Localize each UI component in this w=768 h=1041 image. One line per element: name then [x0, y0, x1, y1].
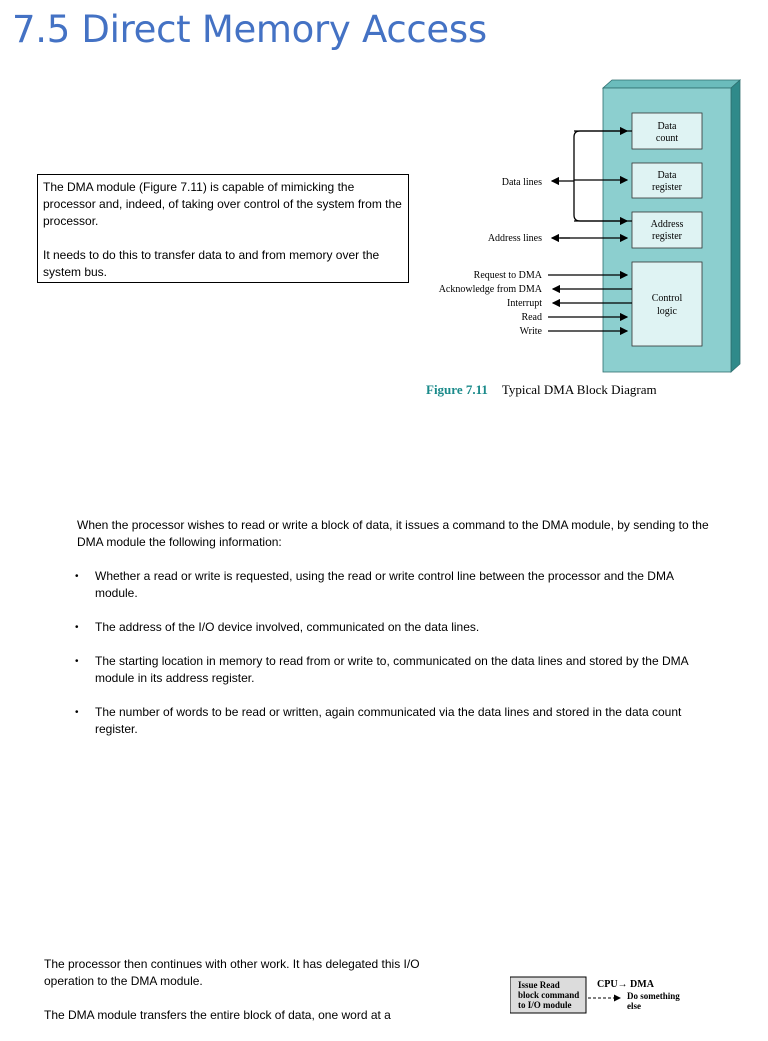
bottom-paragraph-2: The DMA module transfers the entire block of data, one word at a: [44, 1008, 391, 1022]
svg-text:register: register: [652, 182, 682, 193]
svg-text:Data: Data: [657, 170, 677, 181]
svg-text:register: register: [652, 231, 682, 242]
svg-text:Address: Address: [650, 219, 684, 230]
dma-module-top: [603, 80, 740, 88]
bottom-paragraph-1: The processor then continues with other work. It has delegated this I/O operation to the DMA module.: [44, 957, 420, 988]
issue-read-line-1: Issue Read: [518, 980, 560, 990]
bullet-icon: •: [75, 707, 79, 718]
description-textbox: [37, 174, 409, 283]
do-something-label: Do something: [627, 991, 680, 1001]
svg-text:logic: logic: [657, 306, 677, 317]
bottom-text: [44, 956, 424, 1041]
data-register: [632, 163, 702, 198]
intro-paragraph: When the processor wishes to read or write a block of data, it issues a command to the DMA module, by sending to the DMA module the following information:: [77, 518, 709, 549]
bullet-text: The number of words to be read or written, again communicated via the data lines and stored in the data count register.: [95, 705, 682, 736]
figure-caption: [426, 382, 657, 398]
list-item: [77, 704, 717, 738]
textbox-paragraph-2: It needs to do this to transfer data to and from memory over the system bus.: [43, 248, 380, 279]
issue-read-line-2: block command: [518, 990, 580, 1000]
info-bullet-list: [77, 568, 717, 738]
list-item: [77, 619, 717, 636]
issue-read-line-3: to I/O module: [518, 1000, 572, 1010]
read-label: Read: [521, 312, 542, 323]
request-label: Request to DMA: [473, 270, 542, 281]
cpu-dma-mini-diagram: [510, 976, 710, 1016]
dma-module-side: [731, 80, 740, 372]
else-label: else: [627, 1001, 641, 1011]
main-body: [77, 517, 717, 755]
write-label: Write: [519, 326, 542, 337]
bullet-text: The starting location in memory to read from or write to, communicated on the data lines and stored by the DMA module in its address register.: [95, 654, 688, 685]
slide-title: 7.5 Direct Memory Access: [12, 8, 487, 51]
figure-caption-text: Typical DMA Block Diagram: [501, 382, 657, 397]
address-lines-label: Address lines: [487, 233, 542, 244]
acknowledge-label: Acknowledge from DMA: [438, 284, 542, 295]
bullet-text: Whether a read or write is requested, using the read or write control line between the processor and the DMA module.: [95, 569, 674, 600]
list-item: [77, 568, 717, 602]
bullet-icon: •: [75, 571, 79, 582]
interrupt-label: Interrupt: [507, 298, 542, 309]
textbox-paragraph-1: The DMA module (Figure 7.11) is capable of mimicking the processor and, indeed, of taking over control of the system from the processor.: [43, 180, 402, 228]
address-register: [632, 212, 702, 248]
bullet-icon: •: [75, 656, 79, 667]
figure-number: Figure 7.11: [426, 382, 488, 397]
data-lines-label: Data lines: [501, 177, 542, 188]
list-item: [77, 653, 717, 687]
control-logic-block: [632, 262, 702, 346]
data-count-register: [632, 113, 702, 149]
bullet-icon: •: [75, 622, 79, 633]
svg-text:Data: Data: [657, 121, 677, 132]
svg-text:count: count: [655, 133, 679, 144]
bullet-text: The address of the I/O device involved, communicated on the data lines.: [95, 620, 480, 634]
cpu-dma-label: CPU→ DMA: [597, 979, 654, 990]
svg-text:Control: Control: [651, 293, 683, 304]
dma-block-diagram: [420, 78, 750, 378]
